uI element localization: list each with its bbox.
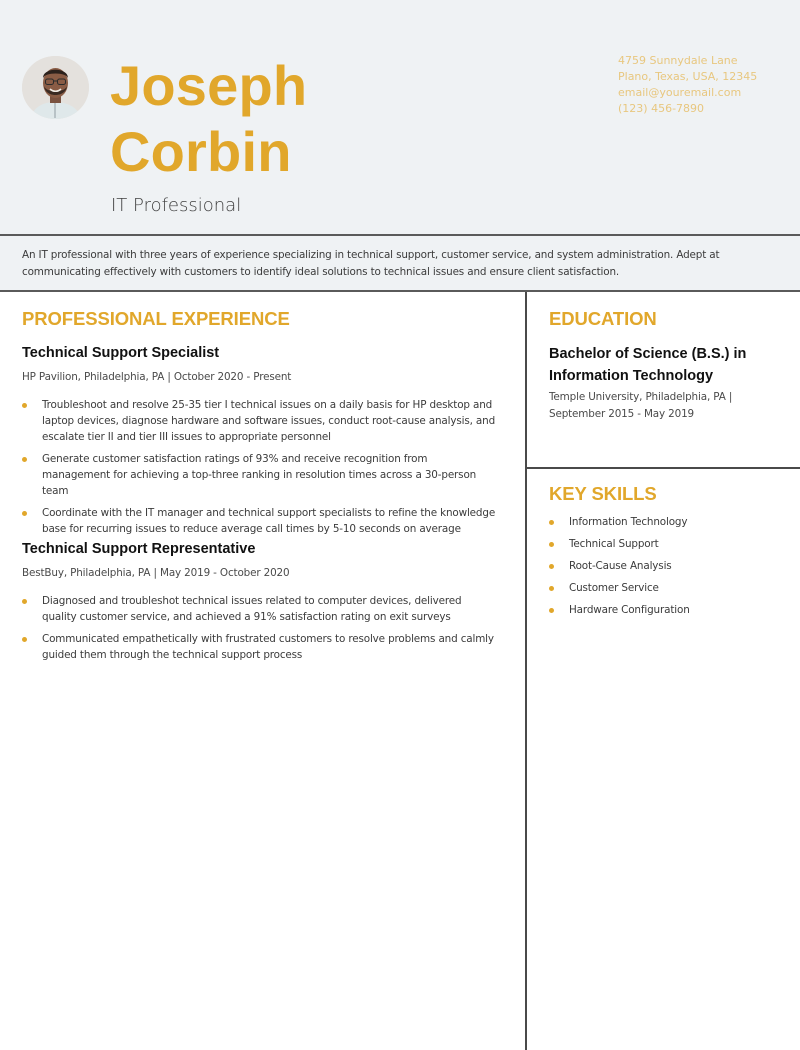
- list-item: Diagnosed and troubleshot technical issues related to computer devices, delivered quality customer service, and achieved a 91% satisfaction rating on exit surveys: [22, 593, 497, 625]
- bullet-icon: [549, 586, 554, 591]
- education-school: Temple University, Philadelphia, PA |: [549, 391, 733, 403]
- candidate-name: [110, 53, 307, 185]
- skill-item: Customer Service: [549, 580, 690, 602]
- bullet-icon: [549, 542, 554, 547]
- job-bullets-2: [22, 593, 497, 669]
- email-link[interactable]: email@youremail.com: [618, 86, 742, 99]
- contact-info: [618, 53, 757, 117]
- job-title: IT Professional: [111, 195, 242, 216]
- degree-title: Bachelor of Science (B.S.) in Information Technology: [549, 346, 747, 384]
- section-divider: [527, 467, 800, 469]
- professional-summary: An IT professional with three years of experience specializing in technical support, customer service, and system administration. Adept at communicating effectively with customers to identify ideal solutions to technical issues and ensure client satisfaction.: [0, 234, 800, 292]
- experience-heading: PROFESSIONAL EXPERIENCE: [22, 308, 290, 329]
- skill-item: Hardware Configuration: [549, 602, 690, 624]
- bullet-icon: [22, 511, 27, 516]
- phone-number: (123) 456-7890: [618, 102, 705, 115]
- last-name: Corbin: [110, 120, 292, 183]
- resume-header: [0, 0, 800, 235]
- bullet-icon: [22, 637, 27, 642]
- job-title-2: Technical Support Representative: [22, 541, 256, 557]
- address-line-1: 4759 Sunnydale Lane: [618, 54, 738, 67]
- education-meta: [549, 389, 789, 423]
- education-dates: September 2015 - May 2019: [549, 408, 695, 420]
- bullet-icon: [22, 457, 27, 462]
- job-bullets-1: [22, 397, 497, 543]
- list-item: Coordinate with the IT manager and technical support specialists to refine the knowledge base for recurring issues to reduce average call times by 5-10 seconds on average: [22, 505, 497, 537]
- skill-item: Technical Support: [549, 536, 690, 558]
- job-title-1: Technical Support Specialist: [22, 345, 220, 361]
- bullet-icon: [549, 564, 554, 569]
- bullet-icon: [549, 520, 554, 525]
- column-divider: [525, 292, 527, 1050]
- job-meta-1: HP Pavilion, Philadelphia, PA | October 2020 - Present: [22, 371, 292, 383]
- skills-list: [549, 514, 690, 624]
- education-heading: EDUCATION: [549, 308, 657, 329]
- list-item: Communicated empathetically with frustrated customers to resolve problems and calmly guided them through the technical support process: [22, 631, 497, 663]
- skills-heading: KEY SKILLS: [549, 483, 657, 504]
- profile-photo-icon: [22, 56, 89, 119]
- first-name: Joseph: [110, 54, 308, 117]
- bullet-icon: [549, 608, 554, 613]
- bullet-icon: [22, 403, 27, 408]
- job-meta-2: BestBuy, Philadelphia, PA | May 2019 - October 2020: [22, 567, 290, 579]
- address-line-2: Plano, Texas, USA, 12345: [618, 70, 758, 83]
- list-item: Troubleshoot and resolve 25-35 tier I technical issues on a daily basis for HP desktop and laptop devices, diagnose hardware and software issues, conduct root-cause analysis, and escalate tier II and tier III issues to appropriate personnel: [22, 397, 497, 445]
- bullet-icon: [22, 599, 27, 604]
- skill-item: Information Technology: [549, 514, 690, 536]
- skill-item: Root-Cause Analysis: [549, 558, 690, 580]
- list-item: Generate customer satisfaction ratings of 93% and receive recognition from management for achieving a top-three ranking in resolution times across a 30-person team: [22, 451, 497, 499]
